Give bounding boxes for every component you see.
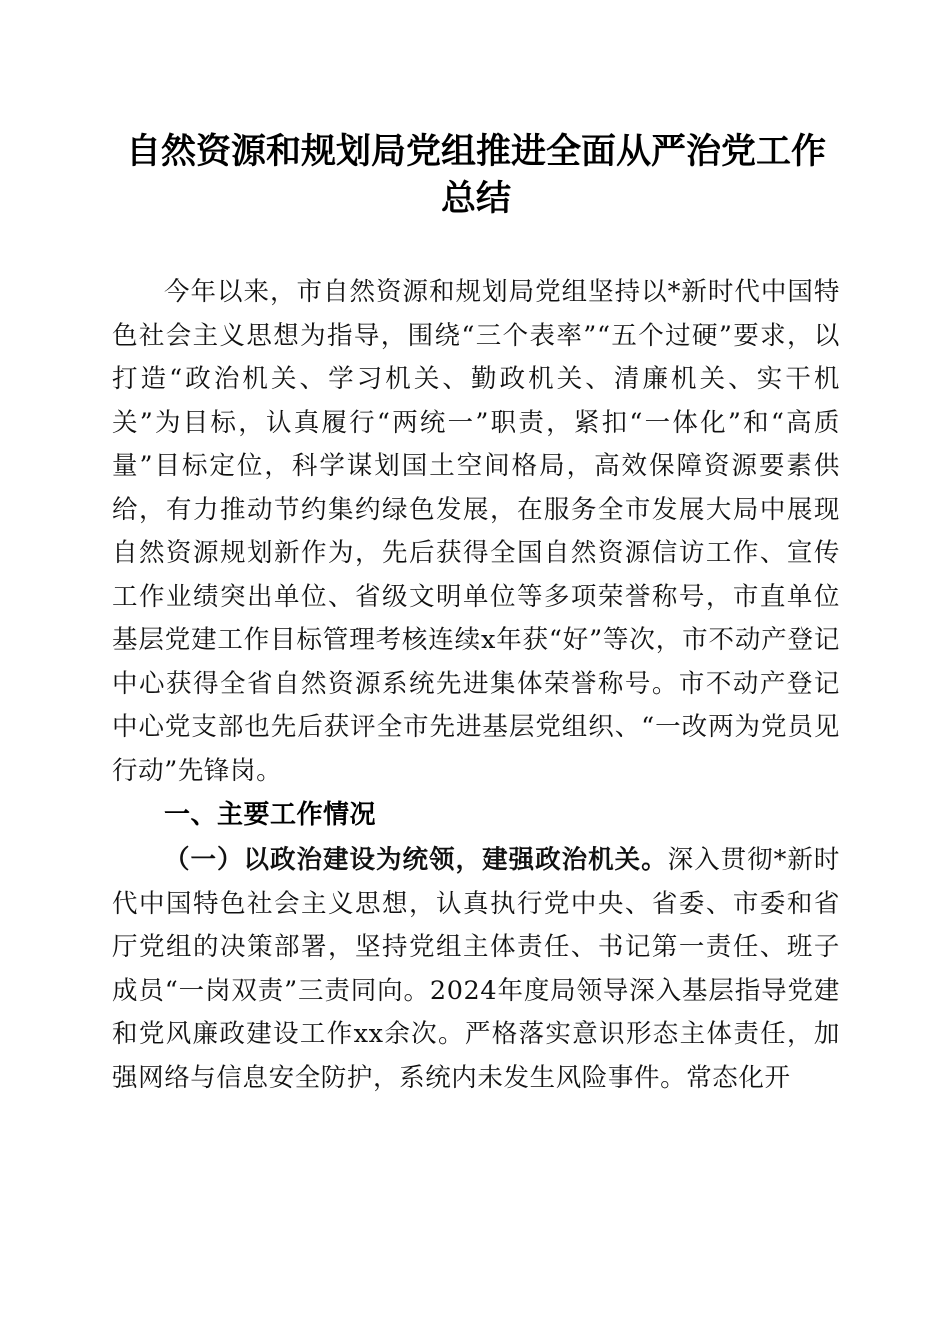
paragraph-bold-lead: （一）以政治建设为统领，建强政治机关。 — [164, 845, 668, 875]
page-bottom-whitespace — [112, 1100, 840, 1320]
section-heading-main-work: 一、主要工作情况 — [164, 800, 377, 830]
page-body-column — [112, 0, 840, 1320]
paragraph-body-rest: 深入贯彻*新时代中国特色社会主义思想，认真执行党中央、省委、市委和省厅党组的决策部署，坚持党组主体责任、书记第一责任、班子成员“一岗双责”三责同向。2024年度局领导深入基层指导党建和党风廉政建设工作xx余次。严格落实意识形态主体责任，加强网络与信息安全防护，系统内未发生风险事件。常态化开 — [112, 845, 840, 1093]
paragraph-intro: 今年以来，市自然资源和规划局党组坚持以*新时代中国特色社会主义思想为指导，围绕“三个表率”“五个过硬”要求，以打造“政治机关、学习机关、勤政机关、清廉机关、实干机关”为目标，认真履行“两统一”职责，紧扣“一体化”和“高质量”目标定位，科学谋划国土空间格局，高效保障资源要素供给，有力推动节约集约绿色发展，在服务全市发展大局中展现自然资源规划新作为，先后获得全国自然资源信访工作、宣传工作业绩突出单位、省级文明单位等多项荣誉称号，市直单位基层党建工作目标管理考核连续x年获“好”等次，市不动产登记中心获得全省自然资源系统先进集体荣誉称号。市不动产登记中心党支部也先后获评全市先进基层党组织、“一改两为党员见行动”先锋岗。 — [112, 277, 840, 786]
paragraph-section-1-1 — [112, 837, 840, 1100]
page-title: 自然资源和规划局党组推进全面从严治党工作总结 — [125, 131, 826, 219]
